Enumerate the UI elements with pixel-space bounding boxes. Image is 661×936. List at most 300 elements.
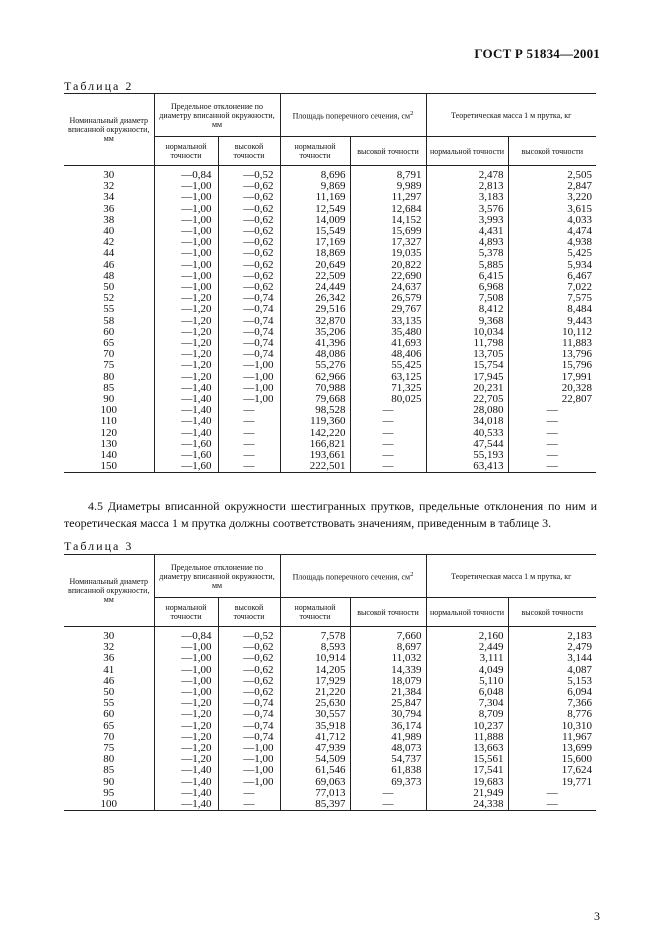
table-cell: —	[350, 405, 426, 416]
table-cell: 44	[103, 247, 115, 260]
table-cell: —	[218, 416, 280, 427]
table2	[64, 93, 596, 473]
table-cell: —	[350, 439, 426, 450]
table-row	[64, 416, 596, 427]
table-row	[64, 304, 596, 315]
table-cell: 100	[100, 798, 117, 811]
table-cell: —1,40	[154, 765, 218, 776]
table-cell: —	[508, 788, 596, 799]
table-cell: 19,771	[508, 777, 596, 788]
table2-subheader-high: высокой точности	[508, 137, 596, 166]
table-cell: 47,544	[426, 439, 508, 450]
table-cell: —1,00	[154, 260, 218, 271]
table-cell: 65	[103, 337, 115, 350]
table-row	[64, 166, 596, 182]
table-cell: 19,683	[426, 777, 508, 788]
table3-header-area-text: Площадь поперечного сечения, см	[292, 572, 411, 582]
table-cell: 140	[100, 449, 117, 462]
table3-header-mass: Теоретическая масса 1 м прутка, кг	[426, 555, 596, 598]
table-cell: 18,079	[350, 676, 426, 687]
table3-header-deviation: Предельное отклонение по диаметру вписанной окружности, мм	[154, 555, 280, 598]
paragraph-text: Диаметры вписанной окружности шестигранных прутков, предельные отклонения по ним и теоретическая масса 1 м прутка должны соответствовать значениям, приведенным в таблице 3.	[64, 499, 597, 530]
table-cell: 7,304	[426, 698, 508, 709]
table-cell: —1,00	[154, 215, 218, 226]
table-cell: 62,966	[280, 372, 350, 383]
table-cell: 46	[103, 674, 115, 687]
table-cell: 9,869	[280, 181, 350, 192]
table-cell: 20,328	[508, 383, 596, 394]
table-cell: 36	[103, 202, 115, 215]
table-cell: —1,60	[154, 439, 218, 450]
table-cell: —1,00	[218, 372, 280, 383]
table-cell: 5,425	[508, 248, 596, 259]
table-cell: 5,110	[426, 676, 508, 687]
table-cell: 50	[103, 686, 115, 699]
table-row	[64, 248, 596, 259]
table-cell: —0,62	[218, 271, 280, 282]
table-cell: 5,153	[508, 676, 596, 687]
table-cell: 4,474	[508, 226, 596, 237]
table-cell: 55,193	[426, 450, 508, 461]
table-cell: 60	[103, 325, 115, 338]
table-cell: 13,796	[508, 349, 596, 360]
table-cell: 98,528	[280, 405, 350, 416]
table-cell: —0,62	[218, 215, 280, 226]
table-cell: 85	[103, 381, 115, 394]
table-cell: 110	[100, 415, 117, 428]
table-cell: 95	[103, 786, 115, 799]
table-cell: 69,373	[350, 777, 426, 788]
table-cell: —1,60	[154, 461, 218, 473]
table-cell: 7,508	[426, 293, 508, 304]
table-cell: —0,74	[218, 338, 280, 349]
table-cell: 80,025	[350, 394, 426, 405]
table-cell: 5,934	[508, 260, 596, 271]
table-cell: 61,546	[280, 765, 350, 776]
standard-code: ГОСТ Р 51834—2001	[474, 46, 600, 61]
table-cell: 6,094	[508, 687, 596, 698]
table-cell: 3,144	[508, 653, 596, 664]
table-cell: —1,00	[218, 754, 280, 765]
table-cell: 25,630	[280, 698, 350, 709]
table-cell: —1,00	[154, 271, 218, 282]
table-cell: —1,40	[154, 383, 218, 394]
table-cell: 54,509	[280, 754, 350, 765]
table-cell: 38	[103, 213, 115, 226]
table-cell: 8,709	[426, 709, 508, 720]
table-cell: 3,111	[426, 653, 508, 664]
table-cell: —	[218, 799, 280, 811]
table-cell: 29,516	[280, 304, 350, 315]
table-cell: 55	[103, 697, 115, 710]
table-cell: —0,52	[218, 166, 280, 182]
table-cell: 35,206	[280, 327, 350, 338]
table-cell: 69,063	[280, 777, 350, 788]
table-cell: 25,847	[350, 698, 426, 709]
table-cell: 22,509	[280, 271, 350, 282]
table-cell: —	[350, 461, 426, 473]
table-cell: 24,637	[350, 282, 426, 293]
table3-subheader-normal: нормальной точности	[426, 598, 508, 627]
table-cell: —0,62	[218, 204, 280, 215]
table-cell: 48,073	[350, 743, 426, 754]
table-cell: 24,449	[280, 282, 350, 293]
table-cell: 6,048	[426, 687, 508, 698]
table-cell: —0,62	[218, 181, 280, 192]
table-cell: 22,705	[426, 394, 508, 405]
table3-body	[64, 627, 596, 811]
table-cell: —0,62	[218, 260, 280, 271]
table-cell: —0,62	[218, 642, 280, 653]
table-cell: 63,413	[426, 461, 508, 473]
table-cell: —1,00	[218, 743, 280, 754]
table-cell: 19,035	[350, 248, 426, 259]
table-cell: 60	[103, 708, 115, 721]
table-row	[64, 653, 596, 664]
table-cell: 24,338	[426, 799, 508, 811]
table-cell: 36	[103, 652, 115, 665]
table-cell: 4,938	[508, 237, 596, 248]
table-cell: 3,183	[426, 192, 508, 203]
table-cell: 71,325	[350, 383, 426, 394]
table-cell: 21,384	[350, 687, 426, 698]
table-cell: —1,00	[154, 665, 218, 676]
table-cell: 50	[103, 281, 115, 294]
table-cell: 32	[103, 180, 115, 193]
table-cell: 2,847	[508, 181, 596, 192]
table-cell: —1,00	[218, 777, 280, 788]
table-cell: 33,135	[350, 316, 426, 327]
table-cell: 10,034	[426, 327, 508, 338]
table-cell: —0,62	[218, 653, 280, 664]
table-cell: 8,776	[508, 709, 596, 720]
table-cell: —1,00	[154, 181, 218, 192]
table2-body	[64, 166, 596, 473]
table-cell: —0,74	[218, 304, 280, 315]
table-cell: —1,20	[154, 732, 218, 743]
table-cell: —0,74	[218, 698, 280, 709]
table-cell: 119,360	[280, 416, 350, 427]
table-cell: 142,220	[280, 428, 350, 439]
table-cell: 41,693	[350, 338, 426, 349]
table-cell: 6,968	[426, 282, 508, 293]
table-cell: —	[508, 428, 596, 439]
table-cell: —0,74	[218, 316, 280, 327]
table-cell: 42	[103, 236, 115, 249]
table-cell: 32	[103, 641, 115, 654]
table-cell: 32,870	[280, 316, 350, 327]
table-cell: 100	[100, 404, 117, 417]
table-cell: —1,00	[154, 687, 218, 698]
table-cell: 20,649	[280, 260, 350, 271]
table-cell: —1,20	[154, 372, 218, 383]
table-cell: 10,310	[508, 721, 596, 732]
table-cell: —1,00	[154, 282, 218, 293]
table2-subheader-normal: нормальной точности	[154, 137, 218, 166]
table-cell: 75	[103, 359, 115, 372]
table-cell: 55	[103, 303, 115, 316]
table-cell: 36,174	[350, 721, 426, 732]
table-cell: 21,220	[280, 687, 350, 698]
table-cell: —0,62	[218, 237, 280, 248]
table-cell: —0,74	[218, 327, 280, 338]
table-cell: 2,449	[426, 642, 508, 653]
table-cell: 41	[103, 663, 115, 676]
table-cell: —1,40	[154, 799, 218, 811]
table-cell: 7,575	[508, 293, 596, 304]
table-cell: 9,443	[508, 316, 596, 327]
table-cell: 13,705	[426, 349, 508, 360]
table-cell: 11,798	[426, 338, 508, 349]
table-cell: —1,20	[154, 327, 218, 338]
table-cell: 14,152	[350, 215, 426, 226]
table-cell: —	[350, 428, 426, 439]
table-cell: —	[218, 439, 280, 450]
table-cell: 30,794	[350, 709, 426, 720]
table-cell: 41,989	[350, 732, 426, 743]
table-cell: 8,412	[426, 304, 508, 315]
table-cell: —0,62	[218, 226, 280, 237]
table-cell: —	[218, 461, 280, 473]
table2-subheader-normal: нормальной точности	[426, 137, 508, 166]
table-cell: —	[350, 450, 426, 461]
table-cell: 4,049	[426, 665, 508, 676]
table-cell: 11,297	[350, 192, 426, 203]
table-cell: 4,033	[508, 215, 596, 226]
table-cell: —0,52	[218, 627, 280, 643]
table-cell: —	[508, 799, 596, 811]
table-cell: 2,505	[508, 166, 596, 182]
table-cell: —1,20	[154, 709, 218, 720]
table-cell: 8,696	[280, 166, 350, 182]
table-cell: 30	[103, 169, 115, 181]
table3	[64, 554, 596, 811]
table-cell: 80	[103, 753, 115, 766]
table2-header-diameter: Номинальный диаметр вписанной окружности, мм	[64, 94, 154, 166]
table-cell: —0,74	[218, 732, 280, 743]
table-cell: 17,327	[350, 237, 426, 248]
table-cell: 41,712	[280, 732, 350, 743]
table-cell: 11,888	[426, 732, 508, 743]
table-cell: —	[350, 799, 426, 811]
table-cell: 10,237	[426, 721, 508, 732]
table-cell: 193,661	[280, 450, 350, 461]
table-cell: 150	[100, 460, 117, 473]
table-cell: —1,40	[154, 777, 218, 788]
table-cell: 40	[103, 225, 115, 238]
table-cell: 3,615	[508, 204, 596, 215]
table-cell: —1,00	[154, 248, 218, 259]
table-cell: 48,406	[350, 349, 426, 360]
table-cell: 26,579	[350, 293, 426, 304]
table-cell: 70	[103, 348, 115, 361]
table-row	[64, 360, 596, 371]
table-cell: 35,918	[280, 721, 350, 732]
table-cell: 14,339	[350, 665, 426, 676]
table-cell: 15,796	[508, 360, 596, 371]
table-cell: —0,74	[218, 349, 280, 360]
table-cell: —1,20	[154, 338, 218, 349]
table-cell: —1,00	[154, 204, 218, 215]
table-cell: 8,484	[508, 304, 596, 315]
table-cell: —	[218, 450, 280, 461]
table-cell: 58	[103, 314, 115, 327]
table2-header-mass: Теоретическая масса 1 м прутка, кг	[426, 94, 596, 137]
table-cell: 15,600	[508, 754, 596, 765]
table-cell: 26,342	[280, 293, 350, 304]
table-cell: 2,813	[426, 181, 508, 192]
table-cell: 12,684	[350, 204, 426, 215]
table-cell: 14,009	[280, 215, 350, 226]
table-cell: 10,914	[280, 653, 350, 664]
table2-header-area	[280, 94, 426, 137]
table-cell: 21,949	[426, 788, 508, 799]
table-cell: 2,478	[426, 166, 508, 182]
table-cell: 166,821	[280, 439, 350, 450]
table-cell: 13,699	[508, 743, 596, 754]
table-cell: —	[508, 405, 596, 416]
table-cell: 2,183	[508, 627, 596, 643]
table-cell: 3,220	[508, 192, 596, 203]
table-cell: —	[218, 788, 280, 799]
table-cell: —1,20	[154, 743, 218, 754]
table-row	[64, 709, 596, 720]
table-cell: —1,20	[154, 304, 218, 315]
table-cell: 17,541	[426, 765, 508, 776]
table-row	[64, 799, 596, 811]
table-cell: 17,929	[280, 676, 350, 687]
table-cell: —	[508, 439, 596, 450]
table-cell: 47,939	[280, 743, 350, 754]
table-cell: 2,160	[426, 627, 508, 643]
table-cell: 61,838	[350, 765, 426, 776]
table-cell: 85	[103, 764, 115, 777]
table-cell: 18,869	[280, 248, 350, 259]
table-cell: 120	[100, 426, 117, 439]
table-cell: —1,60	[154, 450, 218, 461]
paragraph-4-5	[64, 498, 597, 532]
table2-caption: Таблица 2	[64, 79, 134, 93]
table-cell: 14,205	[280, 665, 350, 676]
table-cell: 6,415	[426, 271, 508, 282]
table3-subheader-high: высокой точности	[508, 598, 596, 627]
table-cell: —1,00	[154, 642, 218, 653]
table3-subheader-normal: нормальной точности	[154, 598, 218, 627]
table-cell: 90	[103, 393, 115, 406]
table-cell: 17,169	[280, 237, 350, 248]
table-cell: —1,00	[218, 394, 280, 405]
table-cell: 22,807	[508, 394, 596, 405]
table3-header-area-sup: 2	[410, 571, 414, 579]
table-cell: 30	[103, 630, 115, 642]
table-cell: —1,20	[154, 293, 218, 304]
table-cell: —0,62	[218, 192, 280, 203]
table-cell: 20,231	[426, 383, 508, 394]
table-cell: 4,087	[508, 665, 596, 676]
table-cell: 30,557	[280, 709, 350, 720]
table-cell: 11,169	[280, 192, 350, 203]
table-cell: —0,74	[218, 721, 280, 732]
table-cell: 7,022	[508, 282, 596, 293]
table-cell: —1,40	[154, 428, 218, 439]
table-cell: 52	[103, 292, 115, 305]
table-cell: —1,20	[154, 360, 218, 371]
table-cell: 54,737	[350, 754, 426, 765]
table-row	[64, 765, 596, 776]
table-cell: 2,479	[508, 642, 596, 653]
table-cell: 11,032	[350, 653, 426, 664]
table-cell: 41,396	[280, 338, 350, 349]
table-cell: 9,368	[426, 316, 508, 327]
table-cell: —1,00	[218, 360, 280, 371]
table-cell: 7,660	[350, 627, 426, 643]
table-cell: 9,989	[350, 181, 426, 192]
table-cell: —	[350, 416, 426, 427]
table-row	[64, 461, 596, 473]
table-cell: 222,501	[280, 461, 350, 473]
table-cell: 55,276	[280, 360, 350, 371]
table-cell: 79,668	[280, 394, 350, 405]
table-cell: 40,533	[426, 428, 508, 439]
table-cell: —1,00	[154, 653, 218, 664]
table2-subheader-high: высокой точности	[350, 137, 426, 166]
table-cell: 46	[103, 258, 115, 271]
table-cell: 4,431	[426, 226, 508, 237]
table-cell: —1,00	[154, 676, 218, 687]
table-cell: 29,767	[350, 304, 426, 315]
table-cell: 34	[103, 191, 115, 204]
table3-header-diameter: Номинальный диаметр вписанной окружности, мм	[64, 555, 154, 627]
table3-caption: Таблица 3	[64, 539, 134, 553]
page-number: 3	[594, 909, 600, 923]
table-cell: —1,40	[154, 394, 218, 405]
table-cell: 20,822	[350, 260, 426, 271]
table-cell: 8,697	[350, 642, 426, 653]
table-cell: 11,967	[508, 732, 596, 743]
table-cell: 15,699	[350, 226, 426, 237]
table-cell: 6,467	[508, 271, 596, 282]
table-cell: 28,080	[426, 405, 508, 416]
table-cell: —0,62	[218, 676, 280, 687]
table3-subheader-high: высокой точности	[350, 598, 426, 627]
table-cell: —1,40	[154, 788, 218, 799]
table-cell: 65	[103, 719, 115, 732]
table-cell: 10,112	[508, 327, 596, 338]
table2-subheader-normal: нормальной точности	[280, 137, 350, 166]
table-cell: 8,593	[280, 642, 350, 653]
table2-header-deviation: Предельное отклонение по диаметру вписанной окружности, мм	[154, 94, 280, 137]
table-cell: —1,20	[154, 316, 218, 327]
table3-subheader-high: высокой точности	[218, 598, 280, 627]
table-cell: —	[508, 461, 596, 473]
table3-header-area	[280, 555, 426, 598]
table3-subheader-normal: нормальной точности	[280, 598, 350, 627]
table-cell: —1,00	[218, 383, 280, 394]
table-cell: 5,378	[426, 248, 508, 259]
table-cell: 70,988	[280, 383, 350, 394]
table-cell: —	[350, 788, 426, 799]
table-cell: 8,791	[350, 166, 426, 182]
table-row	[64, 192, 596, 203]
table-cell: 63,125	[350, 372, 426, 383]
table-cell: —	[508, 450, 596, 461]
table-cell: 17,991	[508, 372, 596, 383]
table-cell: 77,013	[280, 788, 350, 799]
table-cell: 7,366	[508, 698, 596, 709]
table-cell: 55,425	[350, 360, 426, 371]
table-cell: —0,62	[218, 687, 280, 698]
table-cell: 35,480	[350, 327, 426, 338]
